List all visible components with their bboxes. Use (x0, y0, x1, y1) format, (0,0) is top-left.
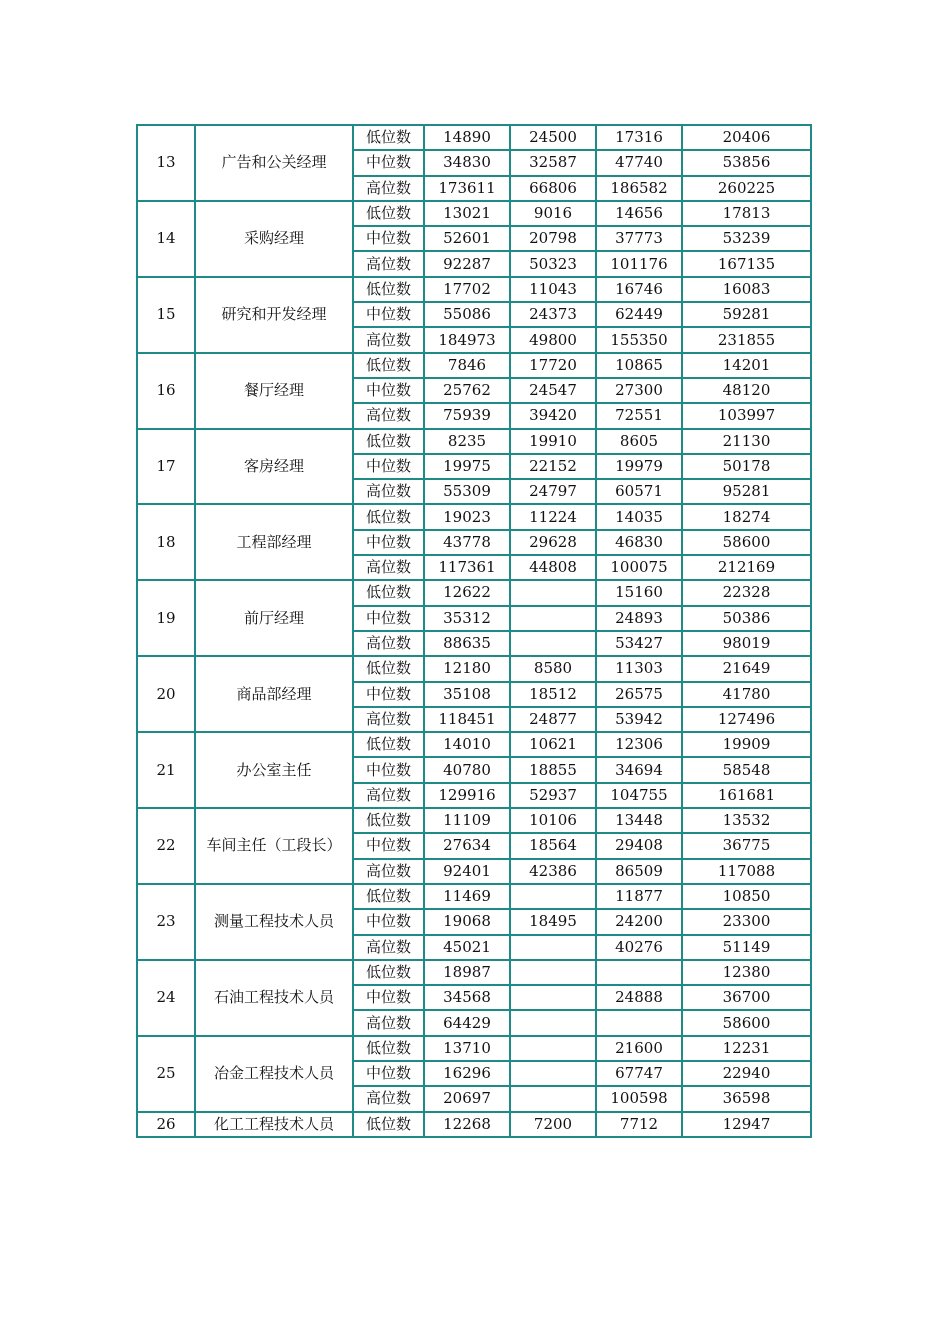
salary-value: 100598 (596, 1086, 682, 1111)
salary-value: 24547 (510, 378, 596, 403)
level-label: 中位数 (353, 378, 424, 403)
salary-value: 14035 (596, 504, 682, 529)
salary-value: 25762 (424, 378, 510, 403)
occupation-number: 20 (137, 656, 195, 732)
salary-value: 24200 (596, 909, 682, 934)
occupation-number: 22 (137, 808, 195, 884)
level-label: 高位数 (353, 555, 424, 580)
salary-value: 118451 (424, 707, 510, 732)
salary-value: 13710 (424, 1036, 510, 1061)
salary-value: 231855 (682, 327, 811, 352)
table-row (137, 884, 811, 909)
salary-value (510, 1061, 596, 1086)
salary-value: 19909 (682, 732, 811, 757)
salary-value: 100075 (596, 555, 682, 580)
salary-value: 13021 (424, 201, 510, 226)
level-label: 高位数 (353, 707, 424, 732)
salary-value: 40276 (596, 935, 682, 960)
table-row (137, 732, 811, 757)
salary-value: 35108 (424, 682, 510, 707)
salary-value: 11224 (510, 504, 596, 529)
salary-value: 173611 (424, 176, 510, 201)
salary-value: 22940 (682, 1061, 811, 1086)
salary-value: 19979 (596, 454, 682, 479)
salary-value: 8235 (424, 429, 510, 454)
salary-value: 18495 (510, 909, 596, 934)
occupation-number: 17 (137, 429, 195, 505)
salary-value: 29628 (510, 530, 596, 555)
salary-value: 117361 (424, 555, 510, 580)
occupation-name: 办公室主任 (195, 732, 353, 808)
salary-table-body (137, 125, 811, 1137)
level-label: 高位数 (353, 327, 424, 352)
level-label: 高位数 (353, 631, 424, 656)
occupation-number: 26 (137, 1112, 195, 1137)
level-label: 低位数 (353, 429, 424, 454)
table-row (137, 960, 811, 985)
salary-value (510, 985, 596, 1010)
salary-value: 53239 (682, 226, 811, 251)
salary-value: 14890 (424, 125, 510, 150)
salary-value: 18512 (510, 682, 596, 707)
level-label: 中位数 (353, 682, 424, 707)
salary-value: 60571 (596, 479, 682, 504)
salary-value: 34830 (424, 150, 510, 175)
salary-value: 8605 (596, 429, 682, 454)
salary-value: 129916 (424, 783, 510, 808)
salary-value: 10106 (510, 808, 596, 833)
table-row (137, 504, 811, 529)
salary-value: 23300 (682, 909, 811, 934)
salary-value: 67747 (596, 1061, 682, 1086)
salary-value: 15160 (596, 580, 682, 605)
salary-value: 20697 (424, 1086, 510, 1111)
salary-value: 16746 (596, 277, 682, 302)
occupation-name: 前厅经理 (195, 580, 353, 656)
salary-value (510, 631, 596, 656)
level-label: 高位数 (353, 935, 424, 960)
salary-value: 10865 (596, 353, 682, 378)
level-label: 高位数 (353, 251, 424, 276)
salary-value: 155350 (596, 327, 682, 352)
salary-value: 184973 (424, 327, 510, 352)
salary-value: 29408 (596, 833, 682, 858)
salary-value: 101176 (596, 251, 682, 276)
level-label: 中位数 (353, 985, 424, 1010)
level-label: 高位数 (353, 403, 424, 428)
salary-value: 19023 (424, 504, 510, 529)
salary-value: 42386 (510, 859, 596, 884)
occupation-name: 车间主任（工段长） (195, 808, 353, 884)
salary-value: 161681 (682, 783, 811, 808)
salary-value: 20798 (510, 226, 596, 251)
level-label: 中位数 (353, 757, 424, 782)
salary-value: 10850 (682, 884, 811, 909)
salary-value: 72551 (596, 403, 682, 428)
salary-value: 86509 (596, 859, 682, 884)
salary-value: 8580 (510, 656, 596, 681)
salary-value: 19068 (424, 909, 510, 934)
salary-value: 212169 (682, 555, 811, 580)
salary-value: 117088 (682, 859, 811, 884)
occupation-number: 15 (137, 277, 195, 353)
salary-value: 13448 (596, 808, 682, 833)
salary-value: 21649 (682, 656, 811, 681)
level-label: 低位数 (353, 1112, 424, 1137)
occupation-name: 石油工程技术人员 (195, 960, 353, 1036)
level-label: 高位数 (353, 479, 424, 504)
level-label: 高位数 (353, 859, 424, 884)
salary-value: 14010 (424, 732, 510, 757)
salary-value: 11877 (596, 884, 682, 909)
salary-value (510, 935, 596, 960)
occupation-number: 25 (137, 1036, 195, 1112)
salary-value: 17813 (682, 201, 811, 226)
salary-value: 53942 (596, 707, 682, 732)
salary-value: 14656 (596, 201, 682, 226)
salary-value: 18855 (510, 757, 596, 782)
salary-value: 24888 (596, 985, 682, 1010)
salary-value: 41780 (682, 682, 811, 707)
salary-value: 24797 (510, 479, 596, 504)
salary-value: 12947 (682, 1112, 811, 1137)
salary-value: 9016 (510, 201, 596, 226)
occupation-number: 21 (137, 732, 195, 808)
salary-value: 127496 (682, 707, 811, 732)
salary-value: 50323 (510, 251, 596, 276)
salary-value: 39420 (510, 403, 596, 428)
salary-value: 24893 (596, 606, 682, 631)
salary-value: 62449 (596, 302, 682, 327)
level-label: 中位数 (353, 226, 424, 251)
salary-value: 34568 (424, 985, 510, 1010)
salary-value: 43778 (424, 530, 510, 555)
salary-value: 12306 (596, 732, 682, 757)
salary-value (510, 606, 596, 631)
salary-value: 11043 (510, 277, 596, 302)
salary-value: 11303 (596, 656, 682, 681)
salary-value: 64429 (424, 1010, 510, 1035)
level-label: 低位数 (353, 201, 424, 226)
table-row (137, 125, 811, 150)
level-label: 低位数 (353, 353, 424, 378)
table-row (137, 201, 811, 226)
salary-value: 12231 (682, 1036, 811, 1061)
salary-value: 44808 (510, 555, 596, 580)
salary-value: 27300 (596, 378, 682, 403)
level-label: 低位数 (353, 1036, 424, 1061)
salary-value: 52937 (510, 783, 596, 808)
level-label: 中位数 (353, 606, 424, 631)
salary-value: 75939 (424, 403, 510, 428)
level-label: 低位数 (353, 277, 424, 302)
salary-value: 17316 (596, 125, 682, 150)
salary-value (510, 884, 596, 909)
table-row (137, 429, 811, 454)
salary-value (510, 960, 596, 985)
salary-value: 58548 (682, 757, 811, 782)
salary-value: 24373 (510, 302, 596, 327)
table-row (137, 1112, 811, 1137)
salary-value: 88635 (424, 631, 510, 656)
salary-value: 20406 (682, 125, 811, 150)
salary-value: 48120 (682, 378, 811, 403)
salary-value: 32587 (510, 150, 596, 175)
occupation-number: 24 (137, 960, 195, 1036)
salary-value: 18274 (682, 504, 811, 529)
level-label: 低位数 (353, 808, 424, 833)
salary-value: 55309 (424, 479, 510, 504)
occupation-name: 商品部经理 (195, 656, 353, 732)
salary-value: 26575 (596, 682, 682, 707)
salary-value: 21130 (682, 429, 811, 454)
occupation-number: 23 (137, 884, 195, 960)
occupation-name: 客房经理 (195, 429, 353, 505)
salary-value: 36700 (682, 985, 811, 1010)
salary-value: 92287 (424, 251, 510, 276)
level-label: 高位数 (353, 783, 424, 808)
salary-value: 22152 (510, 454, 596, 479)
level-label: 低位数 (353, 960, 424, 985)
salary-value: 11109 (424, 808, 510, 833)
level-label: 低位数 (353, 580, 424, 605)
table-row (137, 656, 811, 681)
salary-value: 18564 (510, 833, 596, 858)
level-label: 低位数 (353, 504, 424, 529)
salary-value: 24500 (510, 125, 596, 150)
salary-value: 7200 (510, 1112, 596, 1137)
salary-value (510, 1036, 596, 1061)
level-label: 高位数 (353, 176, 424, 201)
salary-value (510, 1086, 596, 1111)
level-label: 中位数 (353, 530, 424, 555)
salary-value (510, 1010, 596, 1035)
occupation-name: 采购经理 (195, 201, 353, 277)
level-label: 低位数 (353, 656, 424, 681)
salary-value: 11469 (424, 884, 510, 909)
occupation-name: 化工工程技术人员 (195, 1112, 353, 1137)
salary-value: 17702 (424, 277, 510, 302)
salary-value: 21600 (596, 1036, 682, 1061)
salary-value: 19975 (424, 454, 510, 479)
occupation-number: 18 (137, 504, 195, 580)
table-row (137, 1036, 811, 1061)
level-label: 中位数 (353, 1061, 424, 1086)
salary-value: 14201 (682, 353, 811, 378)
salary-value: 47740 (596, 150, 682, 175)
occupation-name: 广告和公关经理 (195, 125, 353, 201)
salary-value: 66806 (510, 176, 596, 201)
salary-value: 10621 (510, 732, 596, 757)
salary-value: 7846 (424, 353, 510, 378)
salary-value: 58600 (682, 530, 811, 555)
table-row (137, 580, 811, 605)
salary-value: 16296 (424, 1061, 510, 1086)
salary-value (596, 960, 682, 985)
level-label: 低位数 (353, 125, 424, 150)
salary-value: 104755 (596, 783, 682, 808)
table-row (137, 808, 811, 833)
level-label: 中位数 (353, 150, 424, 175)
level-label: 中位数 (353, 909, 424, 934)
salary-value: 95281 (682, 479, 811, 504)
occupation-name: 测量工程技术人员 (195, 884, 353, 960)
salary-value: 12622 (424, 580, 510, 605)
salary-value: 34694 (596, 757, 682, 782)
salary-value: 50386 (682, 606, 811, 631)
salary-value: 24877 (510, 707, 596, 732)
salary-value: 103997 (682, 403, 811, 428)
salary-value: 7712 (596, 1112, 682, 1137)
salary-value: 13532 (682, 808, 811, 833)
table-row (137, 353, 811, 378)
level-label: 高位数 (353, 1010, 424, 1035)
salary-value: 17720 (510, 353, 596, 378)
occupation-number: 19 (137, 580, 195, 656)
salary-value: 22328 (682, 580, 811, 605)
occupation-number: 16 (137, 353, 195, 429)
salary-value: 12380 (682, 960, 811, 985)
occupation-number: 13 (137, 125, 195, 201)
salary-value: 40780 (424, 757, 510, 782)
occupation-name: 工程部经理 (195, 504, 353, 580)
salary-value: 12268 (424, 1112, 510, 1137)
occupation-name: 冶金工程技术人员 (195, 1036, 353, 1112)
salary-value: 92401 (424, 859, 510, 884)
level-label: 中位数 (353, 454, 424, 479)
salary-table (136, 124, 812, 1138)
salary-value: 16083 (682, 277, 811, 302)
salary-value: 52601 (424, 226, 510, 251)
occupation-name: 研究和开发经理 (195, 277, 353, 353)
level-label: 中位数 (353, 833, 424, 858)
salary-value (510, 580, 596, 605)
level-label: 高位数 (353, 1086, 424, 1111)
salary-value: 36598 (682, 1086, 811, 1111)
salary-value: 58600 (682, 1010, 811, 1035)
salary-value: 49800 (510, 327, 596, 352)
salary-value: 98019 (682, 631, 811, 656)
salary-value: 46830 (596, 530, 682, 555)
salary-value: 37773 (596, 226, 682, 251)
occupation-number: 14 (137, 201, 195, 277)
salary-value: 18987 (424, 960, 510, 985)
salary-value: 260225 (682, 176, 811, 201)
occupation-name: 餐厅经理 (195, 353, 353, 429)
salary-value: 45021 (424, 935, 510, 960)
salary-value: 19910 (510, 429, 596, 454)
salary-value: 50178 (682, 454, 811, 479)
table-row (137, 277, 811, 302)
salary-value: 35312 (424, 606, 510, 631)
salary-value: 27634 (424, 833, 510, 858)
salary-value: 53427 (596, 631, 682, 656)
salary-value: 12180 (424, 656, 510, 681)
level-label: 低位数 (353, 884, 424, 909)
salary-value: 51149 (682, 935, 811, 960)
salary-value: 59281 (682, 302, 811, 327)
salary-value (596, 1010, 682, 1035)
salary-value: 55086 (424, 302, 510, 327)
level-label: 中位数 (353, 302, 424, 327)
salary-value: 167135 (682, 251, 811, 276)
salary-value: 36775 (682, 833, 811, 858)
level-label: 低位数 (353, 732, 424, 757)
salary-value: 186582 (596, 176, 682, 201)
salary-value: 53856 (682, 150, 811, 175)
